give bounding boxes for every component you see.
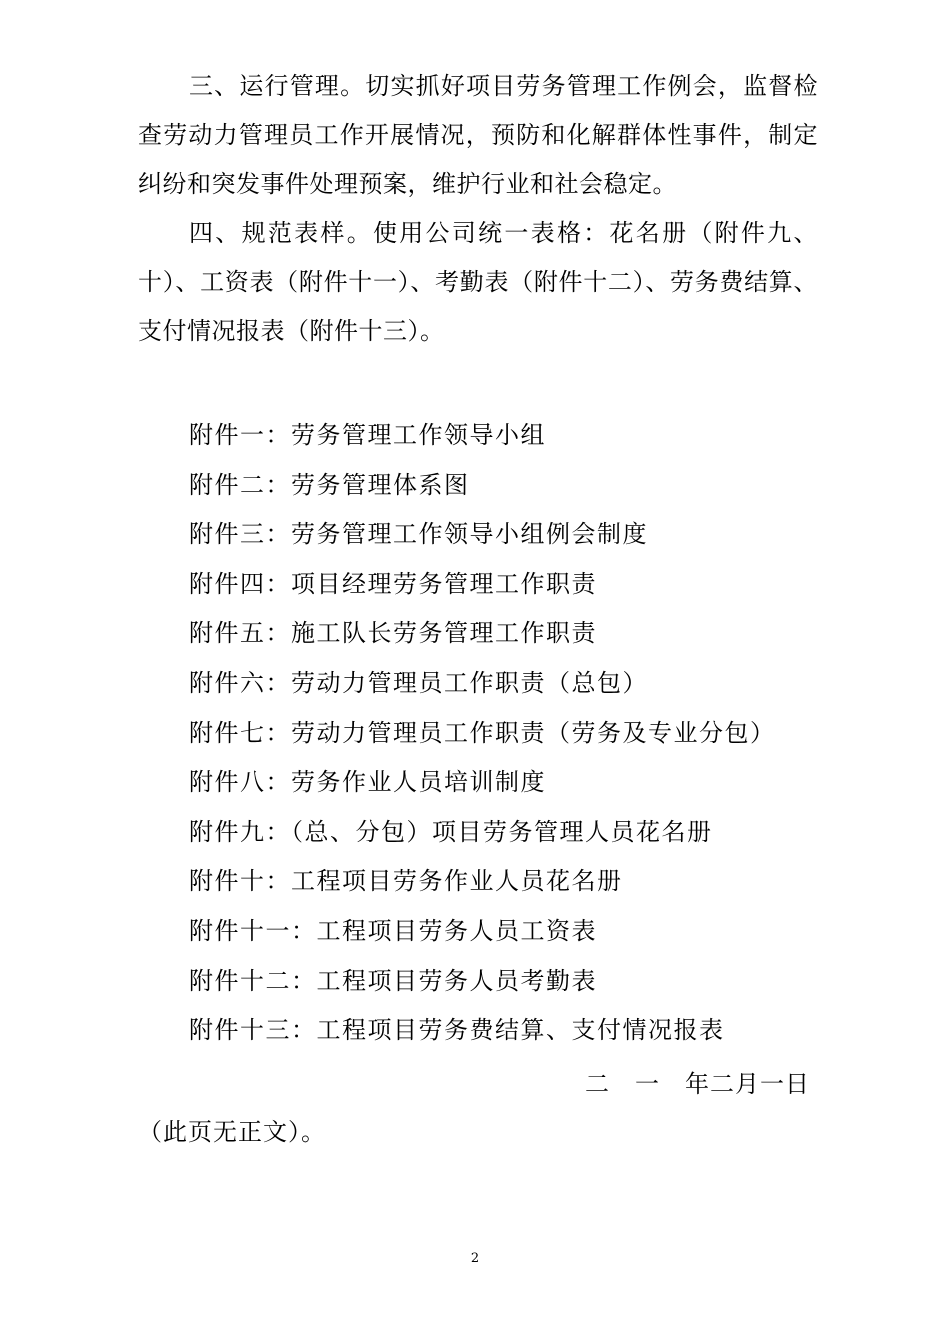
no-body-note: （此页无正文）。 [138,1118,326,1146]
attachment-item: 附件十：工程项目劳务作业人员花名册 [189,867,623,896]
attachment-item: 附件九：（总、分包）项目劳务管理人员花名册 [189,817,713,846]
attachment-item: 附件八：劳务作业人员培训制度 [189,768,546,797]
attachment-item: 附件二：劳务管理体系图 [189,470,470,499]
paragraph-standard-forms: 四、规范表样。使用公司统一表格：花名册（附件九、十）、工资表（附件十一）、考勤表（附件十二）、劳务费结算、支付情况报表（附件十三）。 [138,219,818,345]
attachment-item: 附件四：项目经理劳务管理工作职责 [189,569,597,598]
attachment-item: 附件六：劳动力管理员工作职责（总包） [189,668,648,697]
attachment-item: 附件十三：工程项目劳务费结算、支付情况报表 [189,1016,725,1045]
document-date: 二 一 年二月一日 [585,1070,810,1098]
attachment-item: 附件十二：工程项目劳务人员考勤表 [189,966,597,995]
attachment-list [189,411,776,1056]
attachment-item: 附件三：劳务管理工作领导小组例会制度 [189,520,648,549]
attachment-item: 附件五：施工队长劳务管理工作职责 [189,619,597,648]
attachment-item: 附件十一：工程项目劳务人员工资表 [189,916,597,945]
page-number: 2 [470,1251,480,1266]
paragraph-operation-management: 三、运行管理。切实抓好项目劳务管理工作例会，监督检查劳动力管理员工作开展情况，预防和化解群体性事件，制定纠纷和突发事件处理预案，维护行业和社会稳定。 [138,72,818,198]
attachment-item: 附件一：劳务管理工作领导小组 [189,421,546,449]
attachment-item: 附件七：劳动力管理员工作职责（劳务及专业分包） [189,718,776,747]
